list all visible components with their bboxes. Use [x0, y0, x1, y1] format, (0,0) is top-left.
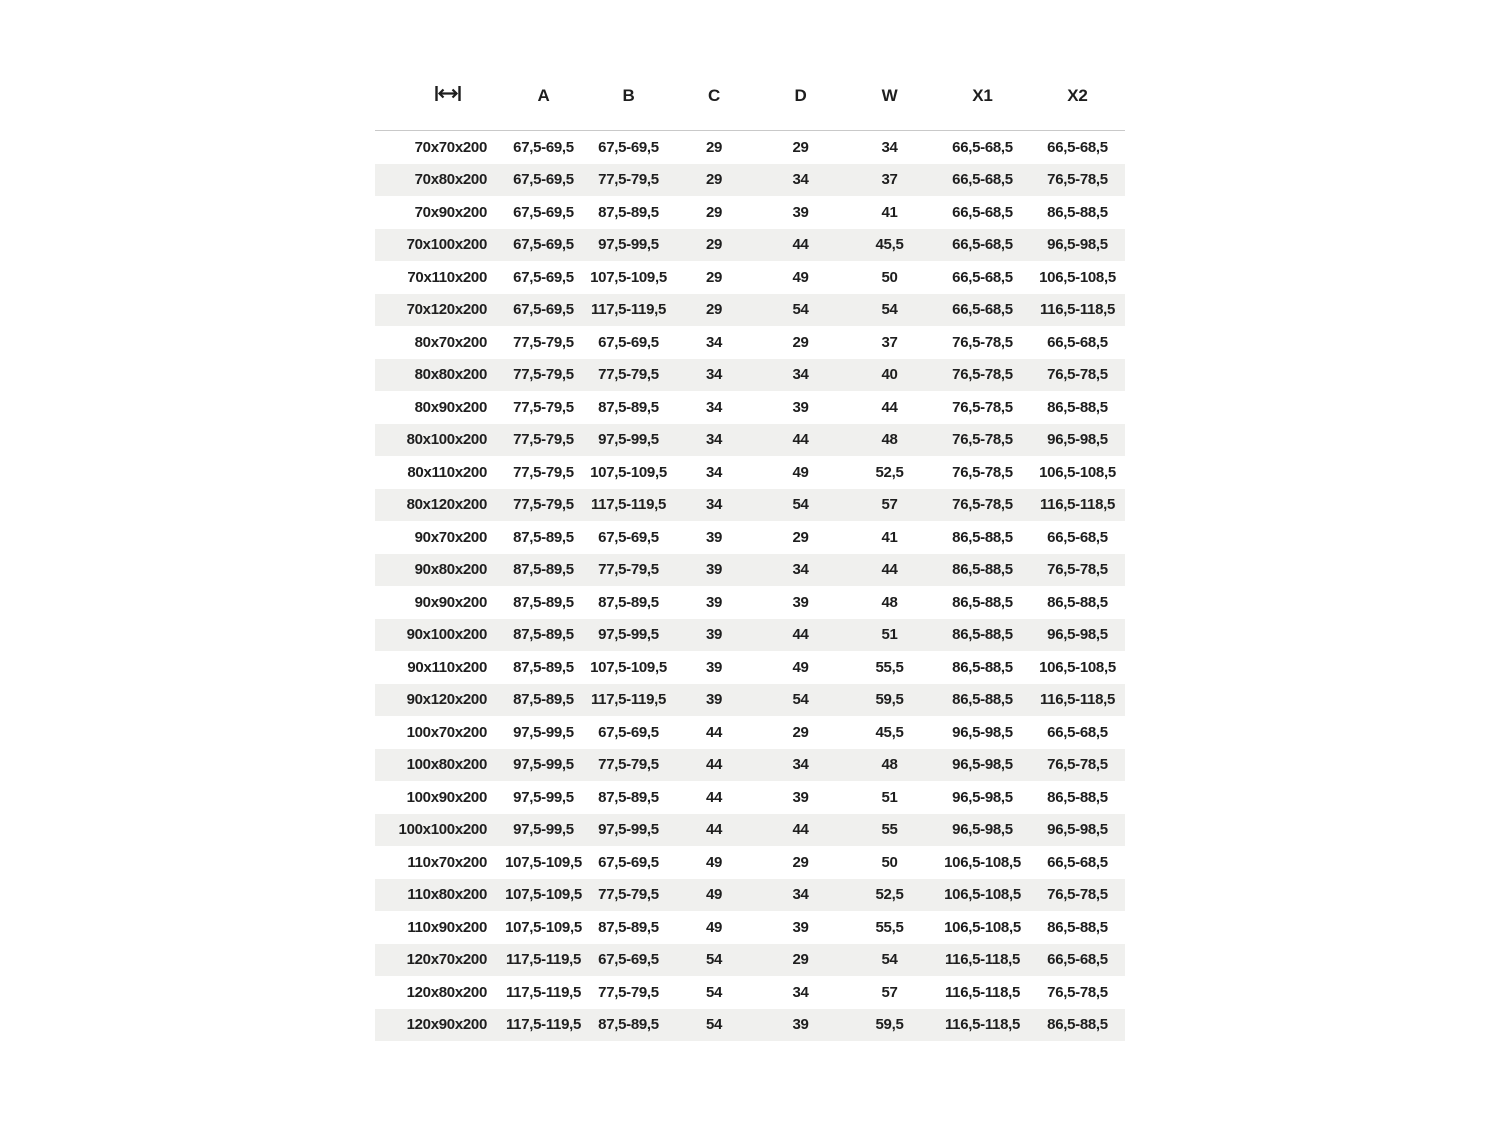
value-cell: 97,5-99,5 [598, 626, 659, 644]
value-cell: 97,5-99,5 [598, 821, 659, 839]
size-cell: 80x110x200 [407, 463, 487, 481]
value-cell: 29 [705, 171, 723, 189]
value-cell: 76,5-78,5 [1047, 561, 1108, 579]
value-cell: 54 [881, 951, 898, 969]
value-cell: 116,5-118,5 [1039, 691, 1116, 709]
value-cell: 87,5-89,5 [598, 788, 659, 806]
size-cell: 90x100x200 [406, 626, 487, 644]
value-cell: 97,5-99,5 [598, 431, 659, 449]
table-row [375, 1009, 1125, 1042]
value-cell: 45,5 [875, 236, 904, 254]
value-cell: 39 [792, 593, 809, 611]
value-cell: 34 [705, 366, 723, 384]
table-row [375, 781, 1125, 814]
value-cell: 87,5-89,5 [598, 593, 659, 611]
value-cell: 66,5-68,5 [1047, 723, 1108, 741]
value-cell: 29 [705, 301, 723, 319]
table-row [375, 911, 1125, 944]
value-cell: 44 [881, 398, 898, 416]
value-cell: 29 [792, 138, 809, 156]
value-cell: 77,5-79,5 [598, 886, 659, 904]
value-cell: 44 [881, 561, 898, 579]
value-cell: 96,5-98,5 [952, 821, 1013, 839]
value-cell: 48 [881, 756, 898, 774]
value-cell: 116,5-118,5 [1039, 301, 1116, 319]
value-cell: 76,5-78,5 [952, 366, 1013, 384]
size-cell: 100x80x200 [406, 756, 487, 774]
column-header-a: A [501, 62, 586, 131]
value-cell: 97,5-99,5 [513, 723, 574, 741]
table-row [375, 846, 1125, 879]
value-cell: 86,5-88,5 [952, 593, 1013, 611]
value-cell: 49 [705, 918, 723, 936]
value-cell: 40 [881, 366, 898, 384]
value-cell: 117,5-119,5 [590, 691, 667, 709]
column-header-w: W [844, 62, 935, 131]
value-cell: 34 [792, 886, 809, 904]
value-cell: 77,5-79,5 [513, 366, 574, 384]
value-cell: 34 [705, 398, 723, 416]
value-cell: 39 [705, 561, 723, 579]
value-cell: 67,5-69,5 [598, 333, 659, 351]
value-cell: 77,5-79,5 [513, 398, 574, 416]
table-row [375, 976, 1125, 1009]
value-cell: 39 [792, 398, 809, 416]
size-column-header [375, 62, 501, 131]
value-cell: 51 [881, 626, 898, 644]
table-body [375, 131, 1125, 1042]
value-cell: 67,5-69,5 [598, 951, 659, 969]
value-cell: 34 [792, 561, 809, 579]
size-cell: 120x80x200 [406, 983, 487, 1001]
value-cell: 39 [705, 626, 723, 644]
value-cell: 34 [705, 463, 723, 481]
value-cell: 87,5-89,5 [513, 528, 574, 546]
value-cell: 67,5-69,5 [513, 171, 574, 189]
value-cell: 66,5-68,5 [952, 236, 1013, 254]
size-cell: 70x80x200 [414, 171, 487, 189]
table-row [375, 391, 1125, 424]
value-cell: 54 [792, 496, 809, 514]
size-cell: 110x70x200 [407, 853, 487, 871]
column-header-x1: X1 [935, 62, 1030, 131]
size-cell: 100x90x200 [406, 788, 487, 806]
value-cell: 48 [881, 431, 898, 449]
size-cell: 70x100x200 [406, 236, 487, 254]
value-cell: 29 [792, 853, 809, 871]
value-cell: 49 [792, 463, 809, 481]
value-cell: 39 [705, 593, 723, 611]
value-cell: 87,5-89,5 [513, 561, 574, 579]
value-cell: 44 [705, 821, 723, 839]
value-cell: 77,5-79,5 [513, 431, 574, 449]
value-cell: 51 [881, 788, 898, 806]
value-cell: 34 [705, 431, 723, 449]
value-cell: 86,5-88,5 [952, 691, 1013, 709]
value-cell: 50 [881, 268, 898, 286]
value-cell: 96,5-98,5 [1047, 626, 1108, 644]
value-cell: 76,5-78,5 [952, 496, 1013, 514]
value-cell: 55,5 [875, 918, 904, 936]
value-cell: 66,5-68,5 [952, 171, 1013, 189]
value-cell: 39 [705, 658, 723, 676]
value-cell: 106,5-108,5 [1039, 658, 1116, 676]
value-cell: 55,5 [875, 658, 904, 676]
value-cell: 117,5-119,5 [590, 496, 667, 514]
value-cell: 57 [881, 496, 898, 514]
value-cell: 117,5-119,5 [590, 301, 667, 319]
value-cell: 106,5-108,5 [944, 918, 1021, 936]
table-row [375, 456, 1125, 489]
value-cell: 116,5-118,5 [944, 951, 1021, 969]
value-cell: 76,5-78,5 [1047, 886, 1108, 904]
table-row [375, 359, 1125, 392]
size-cell: 90x110x200 [407, 658, 487, 676]
value-cell: 86,5-88,5 [1047, 1016, 1108, 1034]
value-cell: 106,5-108,5 [1039, 463, 1116, 481]
value-cell: 86,5-88,5 [1047, 398, 1108, 416]
column-header-d: D [757, 62, 844, 131]
size-cell: 90x80x200 [414, 561, 487, 579]
value-cell: 97,5-99,5 [598, 236, 659, 254]
value-cell: 39 [792, 918, 809, 936]
value-cell: 86,5-88,5 [1047, 788, 1108, 806]
value-cell: 76,5-78,5 [1047, 756, 1108, 774]
table-row [375, 131, 1125, 164]
table-row [375, 164, 1125, 197]
size-cell: 80x90x200 [414, 398, 487, 416]
value-cell: 54 [705, 1016, 723, 1034]
value-cell: 29 [705, 236, 723, 254]
value-cell: 67,5-69,5 [513, 203, 574, 221]
value-cell: 96,5-98,5 [952, 723, 1013, 741]
table-row [375, 651, 1125, 684]
value-cell: 67,5-69,5 [598, 723, 659, 741]
size-cell: 100x100x200 [398, 821, 487, 839]
value-cell: 54 [792, 691, 809, 709]
size-cell: 120x70x200 [406, 951, 487, 969]
value-cell: 39 [792, 788, 809, 806]
value-cell: 97,5-99,5 [513, 821, 574, 839]
value-cell: 66,5-68,5 [1047, 951, 1108, 969]
value-cell: 107,5-109,5 [505, 918, 582, 936]
value-cell: 96,5-98,5 [1047, 431, 1108, 449]
value-cell: 57 [881, 983, 898, 1001]
value-cell: 29 [792, 723, 809, 741]
table-row [375, 326, 1125, 359]
value-cell: 87,5-89,5 [513, 691, 574, 709]
size-cell: 70x70x200 [414, 138, 487, 156]
value-cell: 76,5-78,5 [952, 431, 1013, 449]
value-cell: 59,5 [875, 1016, 904, 1034]
value-cell: 77,5-79,5 [598, 756, 659, 774]
size-cell: 70x110x200 [407, 268, 487, 286]
value-cell: 107,5-109,5 [590, 463, 667, 481]
value-cell: 34 [792, 171, 809, 189]
value-cell: 67,5-69,5 [598, 853, 659, 871]
table-row [375, 879, 1125, 912]
value-cell: 96,5-98,5 [952, 756, 1013, 774]
value-cell: 76,5-78,5 [952, 463, 1013, 481]
value-cell: 107,5-109,5 [505, 886, 582, 904]
value-cell: 39 [705, 528, 723, 546]
value-cell: 77,5-79,5 [598, 171, 659, 189]
value-cell: 29 [705, 138, 723, 156]
value-cell: 76,5-78,5 [952, 333, 1013, 351]
value-cell: 66,5-68,5 [952, 203, 1013, 221]
table-row [375, 489, 1125, 522]
size-cell: 70x120x200 [406, 301, 487, 319]
value-cell: 44 [792, 431, 809, 449]
value-cell: 97,5-99,5 [513, 788, 574, 806]
value-cell: 52,5 [875, 463, 904, 481]
value-cell: 59,5 [875, 691, 904, 709]
value-cell: 49 [792, 268, 809, 286]
table-row [375, 586, 1125, 619]
value-cell: 106,5-108,5 [944, 853, 1021, 871]
value-cell: 116,5-118,5 [944, 983, 1021, 1001]
value-cell: 44 [792, 626, 809, 644]
value-cell: 66,5-68,5 [952, 268, 1013, 286]
value-cell: 67,5-69,5 [598, 138, 659, 156]
value-cell: 96,5-98,5 [952, 788, 1013, 806]
value-cell: 86,5-88,5 [952, 658, 1013, 676]
value-cell: 29 [792, 951, 809, 969]
value-cell: 86,5-88,5 [1047, 593, 1108, 611]
value-cell: 49 [792, 658, 809, 676]
value-cell: 86,5-88,5 [1047, 203, 1108, 221]
value-cell: 67,5-69,5 [513, 268, 574, 286]
value-cell: 107,5-109,5 [590, 658, 667, 676]
value-cell: 117,5-119,5 [505, 983, 582, 1001]
size-cell: 90x70x200 [414, 528, 487, 546]
value-cell: 34 [705, 333, 723, 351]
value-cell: 106,5-108,5 [944, 886, 1021, 904]
value-cell: 76,5-78,5 [1047, 366, 1108, 384]
table-row [375, 716, 1125, 749]
column-header-b: B [586, 62, 671, 131]
size-cell: 70x90x200 [414, 203, 487, 221]
value-cell: 87,5-89,5 [598, 203, 659, 221]
value-cell: 34 [792, 756, 809, 774]
value-cell: 87,5-89,5 [513, 658, 574, 676]
value-cell: 52,5 [875, 886, 904, 904]
value-cell: 87,5-89,5 [598, 1016, 659, 1034]
table-row [375, 749, 1125, 782]
value-cell: 96,5-98,5 [1047, 821, 1108, 839]
value-cell: 67,5-69,5 [513, 236, 574, 254]
value-cell: 67,5-69,5 [513, 301, 574, 319]
table-row [375, 814, 1125, 847]
value-cell: 54 [705, 951, 723, 969]
value-cell: 34 [881, 138, 898, 156]
value-cell: 34 [792, 366, 809, 384]
value-cell: 77,5-79,5 [513, 333, 574, 351]
value-cell: 29 [705, 203, 723, 221]
size-cell: 110x90x200 [407, 918, 487, 936]
value-cell: 116,5-118,5 [944, 1016, 1021, 1034]
value-cell: 54 [705, 983, 723, 1001]
value-cell: 107,5-109,5 [590, 268, 667, 286]
table-row [375, 521, 1125, 554]
size-cell: 80x70x200 [414, 333, 487, 351]
table-row [375, 229, 1125, 262]
column-header-x2: X2 [1030, 62, 1125, 131]
value-cell: 76,5-78,5 [952, 398, 1013, 416]
value-cell: 48 [881, 593, 898, 611]
value-cell: 29 [792, 333, 809, 351]
value-cell: 49 [705, 886, 723, 904]
table-row [375, 261, 1125, 294]
value-cell: 45,5 [875, 723, 904, 741]
value-cell: 34 [705, 496, 723, 514]
size-cell: 120x90x200 [406, 1016, 487, 1034]
table-row [375, 424, 1125, 457]
size-cell: 80x80x200 [414, 366, 487, 384]
value-cell: 67,5-69,5 [513, 138, 574, 156]
value-cell: 66,5-68,5 [1047, 528, 1108, 546]
value-cell: 77,5-79,5 [598, 983, 659, 1001]
value-cell: 37 [881, 171, 898, 189]
value-cell: 86,5-88,5 [952, 561, 1013, 579]
value-cell: 29 [705, 268, 723, 286]
value-cell: 86,5-88,5 [952, 528, 1013, 546]
value-cell: 107,5-109,5 [505, 853, 582, 871]
value-cell: 41 [881, 203, 898, 221]
column-header-c: C [671, 62, 757, 131]
value-cell: 37 [881, 333, 898, 351]
table-row [375, 554, 1125, 587]
value-cell: 76,5-78,5 [1047, 983, 1108, 1001]
value-cell: 39 [792, 203, 809, 221]
dimensions-table [375, 62, 1125, 1041]
value-cell: 66,5-68,5 [1047, 853, 1108, 871]
size-cell: 100x70x200 [406, 723, 487, 741]
value-cell: 54 [792, 301, 809, 319]
value-cell: 44 [792, 236, 809, 254]
value-cell: 106,5-108,5 [1039, 268, 1116, 286]
value-cell: 44 [705, 788, 723, 806]
value-cell: 55 [881, 821, 898, 839]
value-cell: 66,5-68,5 [952, 138, 1013, 156]
value-cell: 54 [881, 301, 898, 319]
size-cell: 80x120x200 [406, 496, 487, 514]
value-cell: 39 [792, 1016, 809, 1034]
table-row [375, 619, 1125, 652]
value-cell: 67,5-69,5 [598, 528, 659, 546]
value-cell: 77,5-79,5 [598, 366, 659, 384]
value-cell: 87,5-89,5 [513, 593, 574, 611]
size-cell: 110x80x200 [407, 886, 487, 904]
value-cell: 76,5-78,5 [1047, 171, 1108, 189]
value-cell: 66,5-68,5 [952, 301, 1013, 319]
value-cell: 86,5-88,5 [1047, 918, 1108, 936]
value-cell: 66,5-68,5 [1047, 138, 1108, 156]
value-cell: 87,5-89,5 [598, 398, 659, 416]
value-cell: 29 [792, 528, 809, 546]
value-cell: 49 [705, 853, 723, 871]
size-cell: 80x100x200 [406, 431, 487, 449]
value-cell: 44 [792, 821, 809, 839]
size-cell: 90x90x200 [414, 593, 487, 611]
size-cell: 90x120x200 [406, 691, 487, 709]
value-cell: 87,5-89,5 [513, 626, 574, 644]
value-cell: 41 [881, 528, 898, 546]
value-cell: 39 [705, 691, 723, 709]
value-cell: 86,5-88,5 [952, 626, 1013, 644]
value-cell: 116,5-118,5 [1039, 496, 1116, 514]
table-row [375, 294, 1125, 327]
value-cell: 97,5-99,5 [513, 756, 574, 774]
table-row [375, 684, 1125, 717]
value-cell: 77,5-79,5 [513, 463, 574, 481]
value-cell: 66,5-68,5 [1047, 333, 1108, 351]
value-cell: 77,5-79,5 [513, 496, 574, 514]
value-cell: 44 [705, 723, 723, 741]
value-cell: 44 [705, 756, 723, 774]
value-cell: 117,5-119,5 [505, 951, 582, 969]
value-cell: 87,5-89,5 [598, 918, 659, 936]
table-row [375, 944, 1125, 977]
value-cell: 96,5-98,5 [1047, 236, 1108, 254]
value-cell: 77,5-79,5 [598, 561, 659, 579]
value-cell: 117,5-119,5 [505, 1016, 582, 1034]
value-cell: 50 [881, 853, 898, 871]
value-cell: 34 [792, 983, 809, 1001]
table-row [375, 196, 1125, 229]
width-dimension-icon [435, 86, 461, 106]
header-row [375, 62, 1125, 131]
